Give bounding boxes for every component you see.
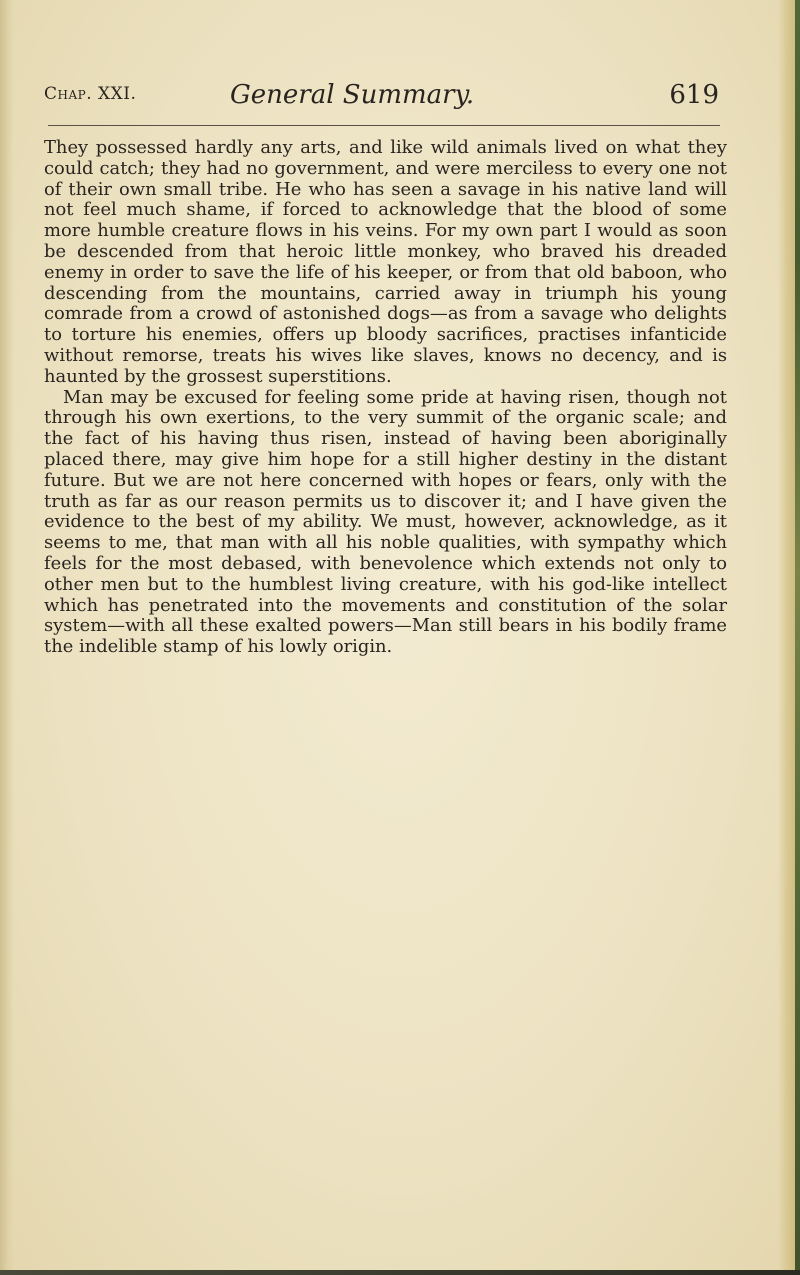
page-left-edge xyxy=(0,0,14,1275)
page-bottom-edge xyxy=(0,1270,800,1275)
page-number: 619 xyxy=(669,80,719,110)
running-title: General Summary. xyxy=(230,80,475,110)
paragraph: They possessed hardly any arts, and like wild animals lived on what they could catch; they had no government, and were merciless to every one not of their own small tribe. He who has seen a savage in his native land will not feel much shame, if forced to acknowledge that the blood of some more humble creature flows in his veins. For my own part I would as soon be descended from that heroic little monkey, who braved his dreaded enemy in order to save the life of his keeper, or from that old baboon, who descending from the mountains, carried away in triumph his young comrade from a crowd of astonished dogs—as from a savage who delights to torture his enemies, offers up bloody sacrifices, practises infanticide without remorse, treats his wives like slaves, knows no decency, and is haunted by the grossest superstitions. xyxy=(44,137,727,387)
body-text xyxy=(44,138,727,658)
book-spine-edge xyxy=(795,0,800,1275)
running-header xyxy=(44,80,724,120)
header-rule xyxy=(48,125,720,126)
chapter-label: Chap. XXI. xyxy=(44,84,137,104)
paragraph: Man may be excused for feeling some pride at having risen, though not through his own exertions, to the very summit of the organic scale; and the fact of his having thus risen, instead of having been aboriginally placed there, may give him hope for a still higher destiny in the distant future. But we are not here concerned with hopes or fears, only with the truth as far as our reason permits us to discover it; and I have given the evidence to the best of my ability. We must, however, acknowledge, as it seems to me, that man with all his noble qualities, with sympathy which feels for the most debased, with benevolence which extends not only to other men but to the humblest living creature, with his god-like intellect which has penetrated into the movements and constitution of the solar system—with all these exalted powers—Man still bears in his bodily frame the indelible stamp of his lowly origin. xyxy=(44,386,727,658)
